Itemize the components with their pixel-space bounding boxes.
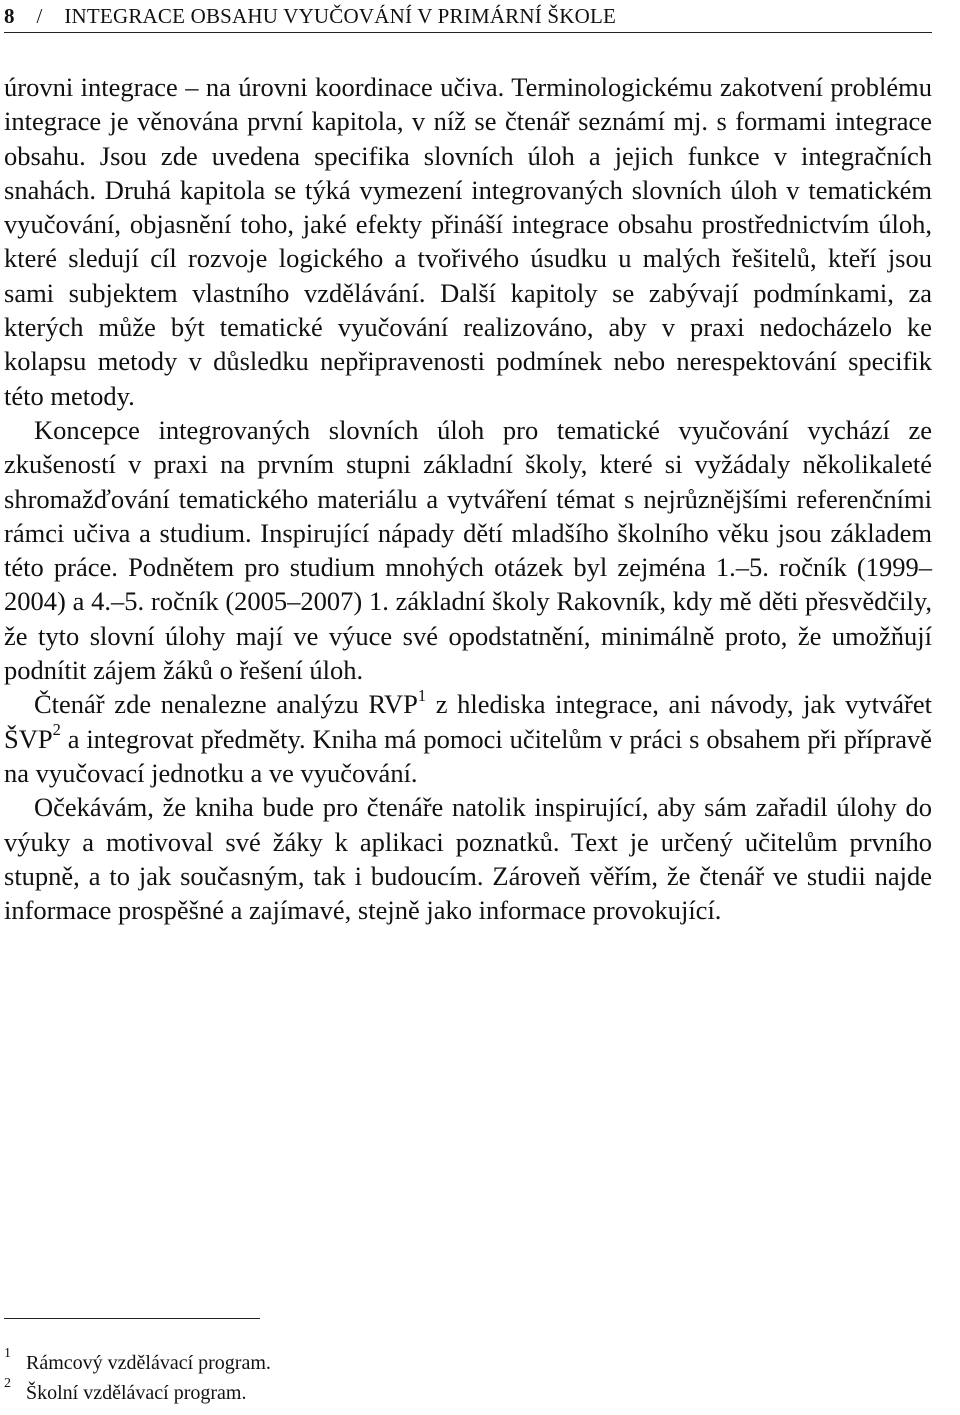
header-separator: /	[36, 4, 43, 28]
paragraph-3-part-3: a integrovat předměty. Kniha má pomoci učitelům v práci s obsahem při přípravě na vyučovací jednotku a ve vyučování.	[4, 723, 932, 788]
running-title: INTEGRACE OBSAHU VYUČOVÁNÍ V PRIMÁRNÍ ŠKOLE	[64, 4, 617, 28]
footnote-1	[4, 1348, 904, 1378]
footnote-ref-1[interactable]: 1	[417, 686, 427, 706]
page-number: 8	[4, 4, 15, 28]
paragraph-4: Očekávám, že kniha bude pro čtenáře natolik inspirující, aby sám zařadil úlohy do výuky a motivoval své žáky k aplikaci poznatků. Text je určený učitelům prvního stupně, a to jak současným, tak i budoucím. Zároveň věřím, že čtenář ve studii najde informace prospěšné a zajímavé, stejně jako informace provokující.	[4, 792, 932, 926]
body-text	[4, 70, 932, 927]
footnote-text: Školní vzdělávací program.	[26, 1382, 247, 1404]
paragraph-1: úrovni integrace – na úrovni koordinace učiva. Terminologickému zakotvení problému integrace je věnována první kapitola, v níž se čtenář seznámí mj. s formami integrace obsahu. Jsou zde uvedena specifika slovních úloh a jejich funkce v integračních snahách. Druhá kapitola se týká vymezení integrovaných slovních úloh v tematickém vyučování, objasnění toho, jaké efekty přináší integrace obsahu prostřednictvím úloh, které sledují cíl rozvoje logického a tvořivého úsudku u malých řešitelů, kteří jsou sami subjektem vlastního vzdělávání. Další kapitoly se zabývají podmínkami, za kterých může být tematické vyučování realizováno, aby v praxi nedocházelo ke kolapsu metody v důsledku nepřipravenosti podmínek nebo nerespektování specifik této metody.	[4, 72, 932, 411]
footnote-ref-2[interactable]: 2	[52, 720, 61, 740]
footnotes	[4, 1348, 904, 1408]
footnote-mark: 1	[4, 1346, 11, 1361]
paragraph-2: Koncepce integrovaných slovních úloh pro tematické vyučování vychází ze zkušeností v praxi na prvním stupni základní školy, které si vyžádaly několikaleté shromažďování tematického materiálu a vytváření témat s nejrůznějšími referenčními rámci učiva a studium. Inspirující nápady dětí mladšího školního věku jsou základem této práce. Podnětem pro studium mnohých otázek byl zejména 1.–5. ročník (1999–2004) a 4.–5. ročník (2005–2007) 1. základní školy Rakovník, kdy mě děti přesvědčily, že tyto slovní úlohy mají ve výuce své opodstatnění, minimálně proto, že umožňují podnítit zájem žáků o řešení úloh.	[4, 414, 932, 686]
footnote-2	[4, 1378, 904, 1408]
footnote-text: Rámcový vzdělávací program.	[26, 1352, 271, 1374]
paragraph-3-part-1: Čtenář zde nenalezne analýzu RVP	[34, 689, 418, 720]
paragraph-3	[4, 687, 932, 790]
footnote-divider	[4, 1318, 260, 1319]
running-header	[4, 4, 932, 33]
footnote-mark: 2	[4, 1376, 11, 1391]
paragraph-3-part-2: z hlediska integrace, ani návody, jak vytvářet ŠVP	[4, 689, 932, 754]
